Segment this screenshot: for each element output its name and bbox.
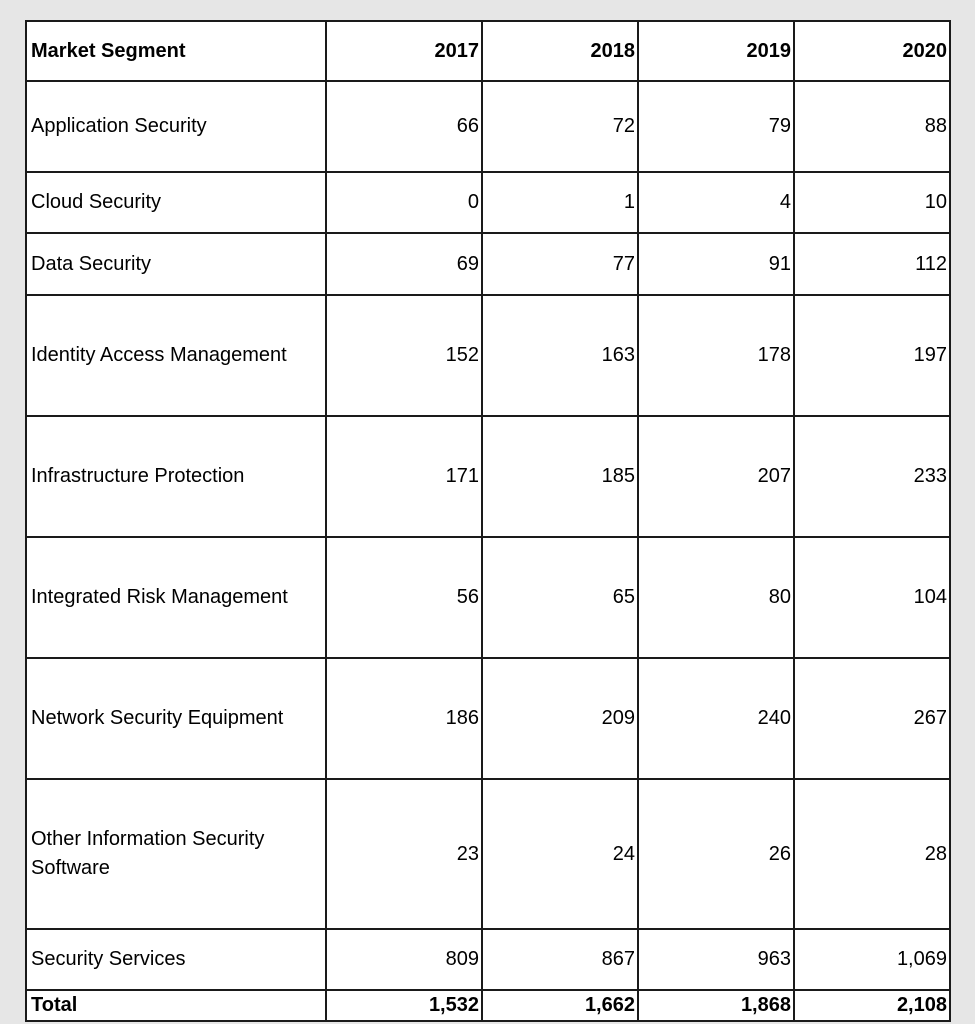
total-value-cell-2020: 2,108: [794, 990, 950, 1021]
value-cell-2019: 963: [638, 929, 794, 990]
table-row: [26, 233, 950, 295]
header-year-2020: 2020: [794, 21, 950, 81]
total-label-cell: Total: [26, 990, 326, 1021]
value-cell-2018: 77: [482, 233, 638, 295]
value-cell-2017: 69: [326, 233, 482, 295]
value-cell-2020: 104: [794, 537, 950, 658]
value-cell-2020: 112: [794, 233, 950, 295]
total-value-cell-2017: 1,532: [326, 990, 482, 1021]
value-cell-2018: 163: [482, 295, 638, 416]
total-row: [26, 990, 950, 1021]
value-cell-2020: 1,069: [794, 929, 950, 990]
segment-name-cell: Identity Access Management: [26, 295, 326, 416]
total-value-cell-2019: 1,868: [638, 990, 794, 1021]
value-cell-2018: 1: [482, 172, 638, 233]
segment-name-cell: Application Security: [26, 81, 326, 172]
value-cell-2018: 867: [482, 929, 638, 990]
table-row: [26, 81, 950, 172]
value-cell-2018: 185: [482, 416, 638, 537]
value-cell-2017: 186: [326, 658, 482, 779]
value-cell-2019: 26: [638, 779, 794, 929]
header-market-segment: Market Segment: [26, 21, 326, 81]
table-row: [26, 929, 950, 990]
value-cell-2019: 207: [638, 416, 794, 537]
value-cell-2017: 66: [326, 81, 482, 172]
segment-name-cell: Other Information Security Software: [26, 779, 326, 929]
table-row: [26, 658, 950, 779]
value-cell-2019: 178: [638, 295, 794, 416]
segment-name-cell: Infrastructure Protection: [26, 416, 326, 537]
value-cell-2017: 152: [326, 295, 482, 416]
segment-name-cell: Integrated Risk Management: [26, 537, 326, 658]
total-value-cell-2018: 1,662: [482, 990, 638, 1021]
header-year-2019: 2019: [638, 21, 794, 81]
value-cell-2019: 91: [638, 233, 794, 295]
table-row: [26, 295, 950, 416]
value-cell-2018: 65: [482, 537, 638, 658]
value-cell-2017: 0: [326, 172, 482, 233]
value-cell-2019: 240: [638, 658, 794, 779]
market-segment-table: [25, 20, 951, 1022]
value-cell-2019: 4: [638, 172, 794, 233]
value-cell-2017: 809: [326, 929, 482, 990]
value-cell-2020: 88: [794, 81, 950, 172]
table-row: [26, 779, 950, 929]
value-cell-2019: 79: [638, 81, 794, 172]
value-cell-2018: 24: [482, 779, 638, 929]
value-cell-2020: 28: [794, 779, 950, 929]
value-cell-2017: 23: [326, 779, 482, 929]
value-cell-2020: 267: [794, 658, 950, 779]
value-cell-2020: 10: [794, 172, 950, 233]
value-cell-2018: 209: [482, 658, 638, 779]
value-cell-2017: 171: [326, 416, 482, 537]
table-row: [26, 416, 950, 537]
segment-name-cell: Cloud Security: [26, 172, 326, 233]
segment-name-cell: Security Services: [26, 929, 326, 990]
header-year-2018: 2018: [482, 21, 638, 81]
value-cell-2020: 233: [794, 416, 950, 537]
table-body: [26, 81, 950, 1021]
value-cell-2018: 72: [482, 81, 638, 172]
value-cell-2019: 80: [638, 537, 794, 658]
value-cell-2020: 197: [794, 295, 950, 416]
table-row: [26, 172, 950, 233]
segment-name-cell: Data Security: [26, 233, 326, 295]
value-cell-2017: 56: [326, 537, 482, 658]
segment-name-cell: Network Security Equipment: [26, 658, 326, 779]
header-row: [26, 21, 950, 81]
market-segment-table-wrap: [25, 20, 949, 1022]
table-row: [26, 537, 950, 658]
header-year-2017: 2017: [326, 21, 482, 81]
